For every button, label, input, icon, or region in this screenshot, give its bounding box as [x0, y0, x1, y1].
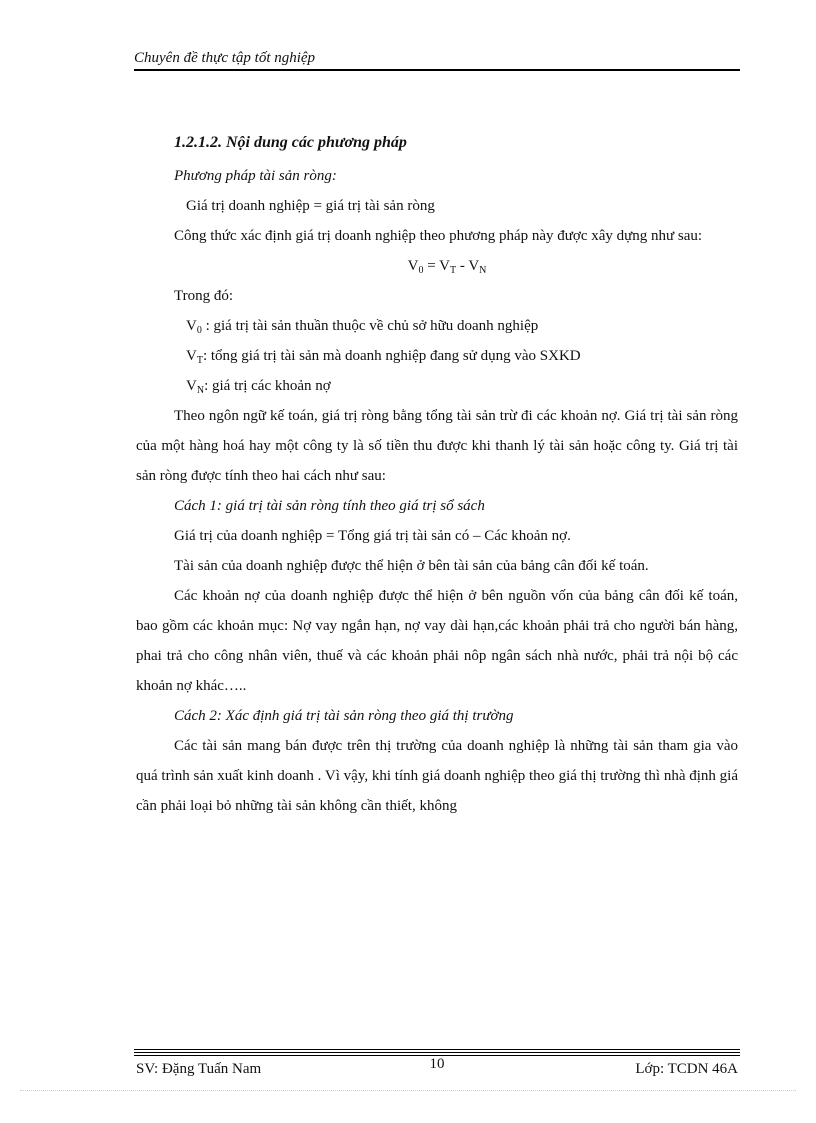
footer-class: Lớp: TCDN 46A: [635, 1061, 738, 1077]
header-rule: [134, 69, 740, 71]
page-header-title: Chuyên đề thực tập tốt nghiệp: [134, 50, 316, 66]
formula: $V_0 = V_T - V_N$: [407, 258, 487, 276]
variable-definition: $V_0$ : giá trị tài sản thuần thuộc về chủ sở hữu doanh nghiệp: [186, 318, 539, 336]
case1-title: Cách 1: giá trị tài sản ròng tính theo giá trị sổ sách: [174, 498, 485, 514]
footer-student: SV: Đặng Tuấn Nam: [136, 1061, 262, 1077]
method-definition: Giá trị doanh nghiệp = giá trị tài sản ròng: [186, 198, 435, 214]
variable-definition: $V_T$: tổng giá trị tài sản mà doanh nghiệp đang sử dụng vào SXKD: [186, 348, 581, 366]
page-number: 10: [429, 1056, 445, 1072]
case1-paragraph-assets: Tài sản của doanh nghiệp được thể hiện ở bên tài sản của bảng cân đối kế toán.: [174, 558, 649, 574]
case1-paragraph-liabilities: Các khoản nợ của doanh nghiệp được thể hiện ở bên nguồn vốn của bảng cân đối kế toán, bao gồm các khoản mục: Nợ vay ngắn hạn, nợ vay dài hạn,các khoản phải trả cho người bán hàng, phai trả cho công nhân viên, thuế và các khoản phải nôp ngân sách nhà nước, phải trả nội bộ các khoản nợ khác…..: [136, 588, 738, 694]
case1-formula: Giá trị của doanh nghiệp = Tổng giá trị tài sản có – Các khoản nợ.: [174, 528, 571, 544]
page-footer: [134, 1056, 740, 1078]
document-body: [136, 128, 738, 821]
where-label: Trong đó:: [174, 288, 234, 304]
case2-title: Cách 2: Xác định giá trị tài sản ròng theo giá thị trường: [174, 708, 514, 724]
footer-rule: [134, 1049, 740, 1050]
variable-definition: $V_N$: giá trị các khoản nợ: [186, 378, 331, 396]
case2-paragraph: Các tài sản mang bán được trên thị trường của doanh nghiệp là những tài sản tham gia vào quá trình sản xuất kinh doanh . Vì vậy, khi tính giá doanh nghiệp theo giá thị trường thì nhà định giá cần phải loại bỏ những tài sản không cần thiết, không: [136, 738, 738, 814]
section-heading: 1.2.1.2. Nội dung các phương pháp: [174, 134, 407, 151]
paragraph-net-value: Theo ngôn ngữ kế toán, giá trị ròng bằng tổng tài sản trừ đi các khoản nợ. Giá trị tài sản ròng của một hàng hoá hay một công ty là số tiền thu được khi thanh lý tài sản hoặc công ty. Giá trị tài sản ròng được tính theo hai cách như sau:: [136, 408, 738, 484]
footer-rule: [134, 1052, 740, 1053]
page-edge-divider: [20, 1090, 796, 1091]
method-title: Phương pháp tài sản ròng:: [174, 168, 337, 184]
formula-intro: Công thức xác định giá trị doanh nghiệp theo phương pháp này được xây dựng như sau:: [174, 228, 703, 244]
